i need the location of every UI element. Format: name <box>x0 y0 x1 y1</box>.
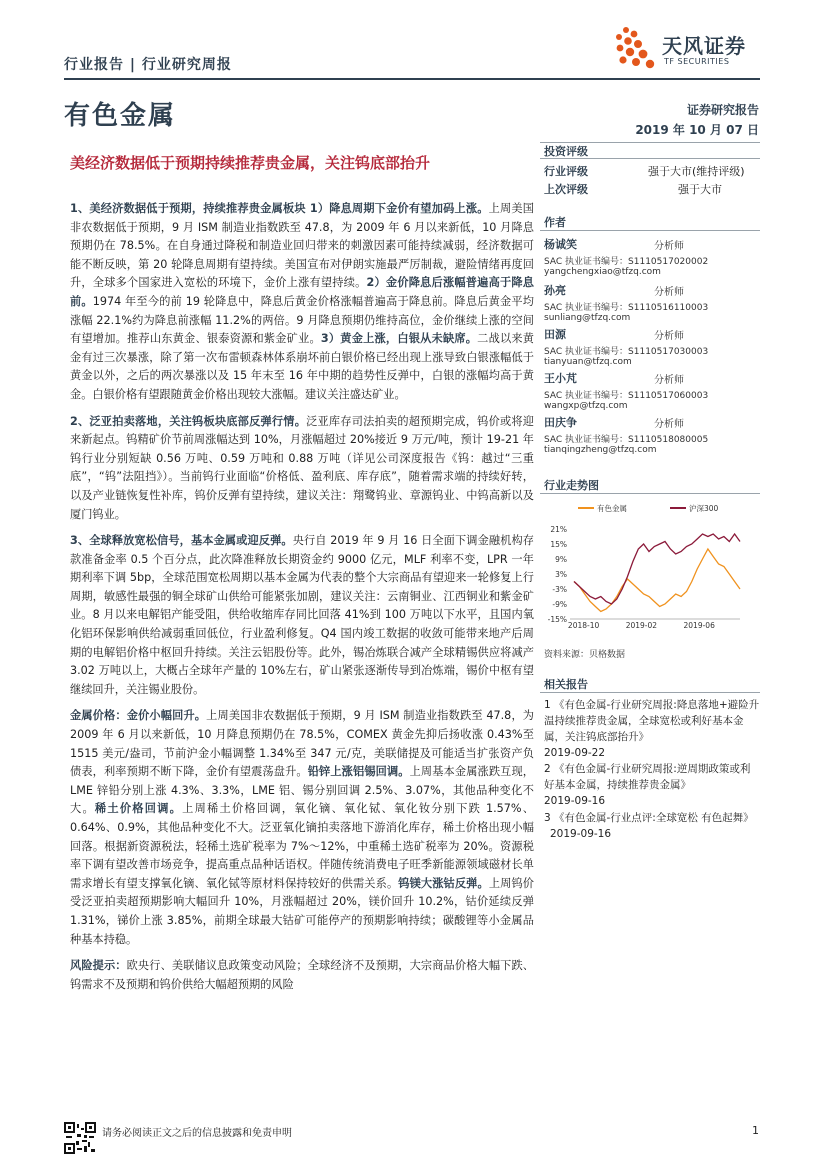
section-risk <box>70 957 534 994</box>
paragraph-text: 1974 年至今的前 19 轮降息中，降息后黄金价格涨幅普遍高于降息前。降息后黄金平均涨幅 22.1%约为降息前涨幅 11.2%的两倍。9 月降息预期仍维持高位，金价继续上涨的空间有望增加。推荐山东黄金、银泰资源和紫金矿业。 <box>70 294 534 346</box>
section-heading: 稀土价格回调。 <box>94 802 183 816</box>
author-email[interactable]: tianqingzheng@tfzq.com <box>544 445 657 455</box>
author-name: 王小芃 <box>544 372 577 385</box>
industry-trend-chart <box>540 495 762 635</box>
logo-mark-icon <box>610 24 660 70</box>
author-email[interactable]: wangxp@tfzq.com <box>544 401 628 411</box>
author-entry <box>544 326 760 367</box>
section-metal-prices <box>70 707 534 949</box>
chart-source: 资料来源：贝格数据 <box>544 650 626 660</box>
author-cert: SAC 执业证书编号：S1110517060003 <box>544 391 709 401</box>
section-heading: 3）黄金上涨，白银从未缺席。 <box>320 332 478 346</box>
paragraph-text: 央行自 2019 年 9 月 16 日全面下调金融机构存款准备金率 0.5 个百分点，此次降准释放长期资金约 9000 亿元，MLF 利率不变，LPR 一年期利率下调 5bp，全球范围宽松周期以基本金属为代表的整个大宗商品有望迎来一轮修复上行周期，敏感性最强的铜全球矿山供给可能紧张加剧，建议关注：云南铜业、江西铜业和紫金矿业。8 月以来电解铝产能受阻，供给收缩库存同比回落 41%到 100 万吨以下水平，且国内氧化铝环保影响供给减弱重回低位，行业盈利修复。Q4 国内竣工数据的收敛可能带来地产后周期的电解铝价格中枢回升持续。关注云铝股份等。此外，锡冶炼联合减产全球精锡供应将减产 3.02 万吨以上，大概占全球年产量的 10%左右，矿山紧张逐渐传导到冶炼端，锡价中枢有望继续回升，关注锡业股份。 <box>70 534 534 696</box>
rating-section-title: 投资评级 <box>544 145 588 158</box>
logo-name: 天风证券 <box>662 34 746 58</box>
page-number: 1 <box>752 1124 759 1137</box>
author-name: 杨诚笑 <box>544 238 577 251</box>
paragraph-text: 上周钨价受泛亚拍卖超预期影响大幅回升 10%，月涨幅超过 20%，镁价回升 10.2%，钴价延续反弹 1.31%，锑价上涨 3.85%，前期全球最大钴矿可能停产的预期影响持续；碳酸锂等小金属品种基本持稳。 <box>70 876 534 946</box>
section-heading: 2）金价降息后涨幅普遍高于降息前。 <box>70 276 534 308</box>
paragraph-text: 泛亚库存司法拍卖的超预期完成，钨价或将迎来新起点。钨精矿价节前周涨幅达到 10%，月涨幅超过 20%接近 9 万元/吨，预计 19-21 年钨行业分别短缺 0.56 万吨、0.59 万吨和 0.88 万吨（详见公司深度报告《钨：越过“三重底”，“钨”法阻挡》）。当前钨行业面临“价格低、盈利底、库存底”，随着需求端的持续好转，以及产业链恢复性补库，钨价反弹有望持续，建议关注：翔鹭钨业、章源钨业、中钨高新以及厦门钨业。 <box>70 414 534 521</box>
related-report-date: 2019-09-16 <box>550 828 612 840</box>
author-entry <box>544 414 760 455</box>
company-logo <box>610 24 770 70</box>
author-name: 田庆争 <box>544 416 577 429</box>
paragraph-text: 欧央行、美联储议息政策变动风险；全球经济不及预期，大宗商品价格大幅下跌、钨需求不及预期和钨价供给大幅超预期的风险 <box>70 959 534 991</box>
previous-rating-label: 上次评级 <box>544 183 588 196</box>
sector-title: 有色金属 <box>64 101 177 131</box>
report-category: 行业报告 | 行业研究周报 <box>64 57 232 73</box>
legend-label-hs300: 沪深300 <box>689 504 719 513</box>
related-report-date: 2019-09-16 <box>544 795 606 807</box>
author-role: 分析师 <box>654 419 684 430</box>
related-report-item[interactable] <box>544 810 760 842</box>
author-email[interactable]: yangchengxiao@tfzq.com <box>544 267 661 277</box>
author-entry <box>544 370 760 411</box>
logo-english: TF SECURITIES <box>664 57 730 66</box>
report-body <box>70 200 534 1002</box>
series-line-hs300 <box>574 534 740 604</box>
author-email[interactable]: tianyuan@tfzq.com <box>544 357 632 367</box>
series-line-nonferrous <box>574 549 740 612</box>
legend-label-nonferrous: 有色金属 <box>597 504 627 513</box>
section-base-metals <box>70 532 534 699</box>
report-type: 证券研究报告 <box>686 103 759 117</box>
authors-divider <box>540 230 760 231</box>
section-tungsten <box>70 413 534 525</box>
y-tick-label: 3% <box>555 570 567 579</box>
author-name: 孙亮 <box>544 284 566 297</box>
x-tick-label: 2018-10 <box>567 621 600 630</box>
industry-rating-value: 强于大市(维持评级) <box>648 165 745 178</box>
author-entry <box>544 282 760 323</box>
section-precious-metals <box>70 200 534 405</box>
paragraph-text: 上周稀土价格回调，氧化镝、氧化铽、氧化钕分别下跌 1.57%、0.64%、0.9%，其他品种变化不大。泛亚氧化镝拍卖落地下游消化库存，稀土价格出现小幅回落。根据新资源税法，轻稀土选矿税率为 7%～12%，中重稀土选矿税率为 20%。资源税率下调有望改善市场竞争，提高重点品种话语权。伴随传统消费电子旺季新能源领域磁材长单需求增长有望支撑氧化镝、氧化铽等原材料保持较好的供需关系。 <box>70 802 534 890</box>
related-report-item[interactable] <box>544 761 760 809</box>
y-tick-label: 15% <box>550 540 567 549</box>
author-cert: SAC 执业证书编号：S1110517020002 <box>544 257 709 267</box>
qr-code-icon <box>64 1122 96 1154</box>
author-role: 分析师 <box>654 331 684 342</box>
y-tick-label: 9% <box>555 555 567 564</box>
rating-divider <box>540 158 760 159</box>
related-report-title[interactable]: 2 《有色金属-行业研究周报:逆周期政策或利好基本金属，持续推荐贵金属》 <box>544 763 751 791</box>
disclaimer-note: 请务必阅读正文之后的信息披露和免责申明 <box>102 1128 292 1139</box>
author-role: 分析师 <box>654 287 684 298</box>
author-name: 田源 <box>544 328 566 341</box>
trend-divider <box>540 493 760 494</box>
report-headline: 美经济数据低于预期持续推荐贵金属，关注钨底部抬升 <box>70 154 431 172</box>
section-heading: 铅锌上涨铝锡回调。 <box>307 765 410 779</box>
author-entry <box>544 236 760 277</box>
paragraph-text: 上周美国非农数据低于预期，9 月 ISM 制造业指数跌至 47.8，为 2009 年 6 月以来新低，10 月降息预期仍在 78.5%。在自身通过降税和制造业回归带来的刺激因素可能持续减弱，经济数据可能不断反映，第 20 轮降息周期有望持续。美国宣布对伊朗实施最严厉制裁，避险情绪再度回升，全球多个国家进入宽松的环境下，金价上涨有望持续。 <box>70 202 534 290</box>
report-date: 2019 年 10 月 07 日 <box>635 123 759 137</box>
section-heading: 金属价格：金价小幅回升。 <box>70 709 207 723</box>
related-report-date: 2019-09-22 <box>544 747 606 759</box>
industry-rating-label: 行业评级 <box>544 165 588 178</box>
authors-section-title: 作者 <box>544 216 566 229</box>
paragraph-text: 二战以来黄金有过三次暴涨，除了第一次布雷顿森林体系崩坏前白银价格已经出现上涨导致白银涨幅低于黄金以外，之后的两次暴涨以及 15 年末至 16 年中期的趋势性反弹中，白银的涨幅均高于黄金。白银价格有望跟随黄金价格出现较大涨幅。建议关注盛达矿业。 <box>70 332 534 401</box>
trend-chart-svg <box>540 495 762 635</box>
related-report-item[interactable] <box>544 697 760 761</box>
x-tick-label: 2019-06 <box>683 621 715 630</box>
y-tick-label: -3% <box>552 585 567 594</box>
y-tick-label: 21% <box>550 525 567 534</box>
author-role: 分析师 <box>654 375 684 386</box>
related-report-title[interactable]: 3 《有色金属-行业点评:全球宽松 有色起舞》 <box>544 812 754 824</box>
y-tick-label: -9% <box>552 600 567 609</box>
y-tick-label: -15% <box>547 615 567 624</box>
author-cert: SAC 执业证书编号：S1110518080005 <box>544 435 709 445</box>
paragraph-text: 上周美国非农数据低于预期，9 月 ISM 制造业指数跌至 47.8，为 2009 年 6 月以来新低，10 月降息预期仍在 78.5%，COMEX 黄金先抑后扬收涨 0.43%至 1515 美元/盎司，节前沪金小幅调整 1.34%至 347 元/克，美联储提及可能适当扩张资产负债表，利率预期不断下降，金价有望震荡盘升。 <box>70 709 534 779</box>
section-heading: 2、泛亚拍卖落地，关注钨板块底部反弹行情。 <box>70 414 307 428</box>
section-heading: 3、全球释放宽松信号，基本金属或迎反弹。 <box>70 534 293 548</box>
paragraph-text: 上周基本金属涨跌互现，LME 锌铅分别上涨 4.3%、3.3%，LME 铝、锡分别回调 2.5%、3.07%，其他品种变化不大。 <box>70 765 534 816</box>
related-section-title: 相关报告 <box>544 678 588 691</box>
x-tick-label: 2019-02 <box>625 621 658 630</box>
related-report-title[interactable]: 1 《有色金属-行业研究周报:降息落地+避险升温持续推荐贵金属，全球宽松或利好基本金属，关注钨底部抬升》 <box>544 699 760 743</box>
previous-rating-value: 强于大市 <box>678 183 722 196</box>
section-heading: 钨镁大涨钴反弹。 <box>398 876 489 890</box>
author-cert: SAC 执业证书编号：S1110517030003 <box>544 347 709 357</box>
section-heading: 1、美经济数据低于预期，持续推荐贵金属板块 1）降息周期下金价有望加码上涨。 <box>70 202 489 215</box>
author-email[interactable]: sunliang@tfzq.com <box>544 313 631 323</box>
author-cert: SAC 执业证书编号：S1110516110003 <box>544 303 709 313</box>
related-divider <box>540 692 760 693</box>
section-heading: 风险提示： <box>70 959 127 973</box>
author-role: 分析师 <box>654 241 684 252</box>
header-divider <box>64 78 760 80</box>
trend-section-title: 行业走势图 <box>544 479 599 492</box>
